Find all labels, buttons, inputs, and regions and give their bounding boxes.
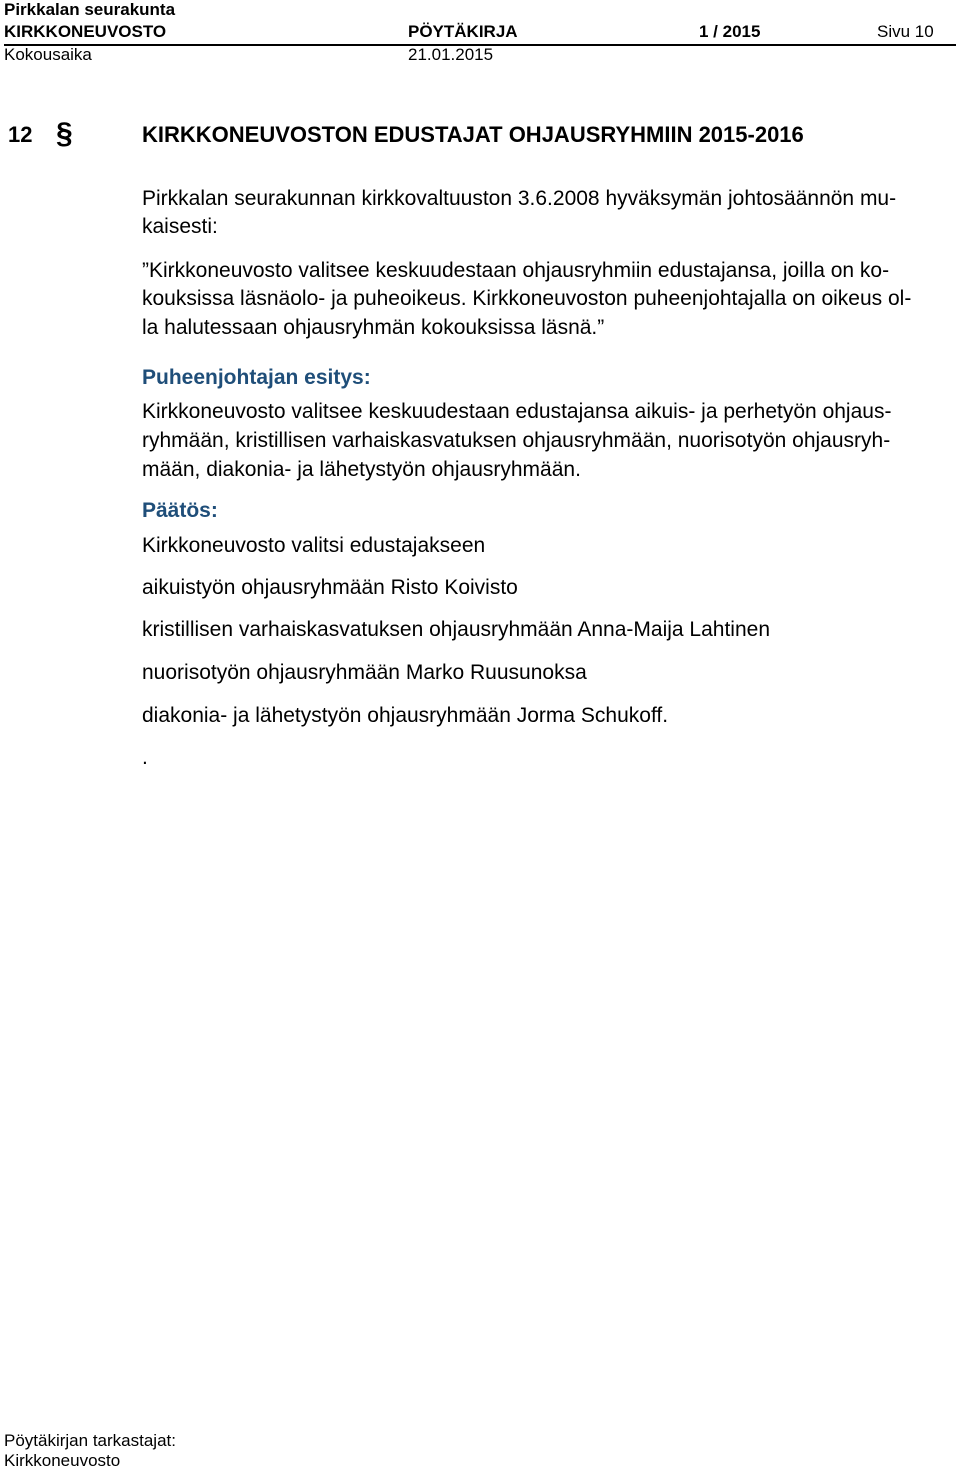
header-issue: 1 / 2015 [699,22,761,41]
quote-line-2: kouksissa läsnäolo- ja puheoikeus. Kirkkoneuvoston puheenjohtajalla on oikeus ol- [142,287,912,310]
header-rule [4,44,956,46]
footer-body: Kirkkoneuvosto [4,1451,121,1470]
intro-line-2: kaisesti: [142,215,218,238]
header-date: 21.01.2015 [408,45,494,64]
quote-line-1: ”Kirkkoneuvosto valitsee keskuudestaan ohjausryhmiin edustajansa, joilla on ko- [142,259,890,282]
section-number: 12 [8,122,33,147]
decision-intro: Kirkkoneuvosto valitsi edustajakseen [142,534,486,557]
decision-label: Päätös: [142,499,218,522]
header-doc-type: PÖYTÄKIRJA [408,22,518,41]
proposal-line-1: Kirkkoneuvosto valitsee keskuudestaan edustajansa aikuis- ja perhetyön ohjaus- [142,400,892,423]
section-symbol: § [56,117,73,150]
decision-trailing-dot: . [142,746,148,769]
footer-label: Pöytäkirjan tarkastajat: [4,1431,176,1450]
header-page: Sivu 10 [877,22,934,41]
decision-item: diakonia- ja lähetystyön ohjausryhmään Jorma Schukoff. [142,704,669,727]
decision-item: aikuistyön ohjausryhmään Risto Koivisto [142,576,518,599]
header-meeting-time-label: Kokousaika [4,45,92,64]
proposal-line-3: mään, diakonia- ja lähetystyön ohjausryhmään. [142,458,581,481]
decision-item: kristillisen varhaiskasvatuksen ohjausryhmään Anna-Maija Lahtinen [142,618,771,641]
intro-line-1: Pirkkalan seurakunnan kirkkovaltuuston 3.6.2008 hyväksymän johtosäännön mu- [142,187,897,210]
quote-line-3: la halutessaan ohjausryhmän kokouksissa läsnä.” [142,316,605,339]
section-title: KIRKKONEUVOSTON EDUSTAJAT OHJAUSRYHMIIN 2015-2016 [142,122,804,147]
header-org: Pirkkalan seurakunta [4,0,176,19]
proposal-line-2: ryhmään, kristillisen varhaiskasvatuksen ohjausryhmään, nuorisotyön ohjausryh- [142,429,891,452]
header-body: KIRKKONEUVOSTO [4,22,167,41]
proposal-label: Puheenjohtajan esitys: [142,366,371,389]
decision-item: nuorisotyön ohjausryhmään Marko Ruusunoksa [142,661,587,684]
